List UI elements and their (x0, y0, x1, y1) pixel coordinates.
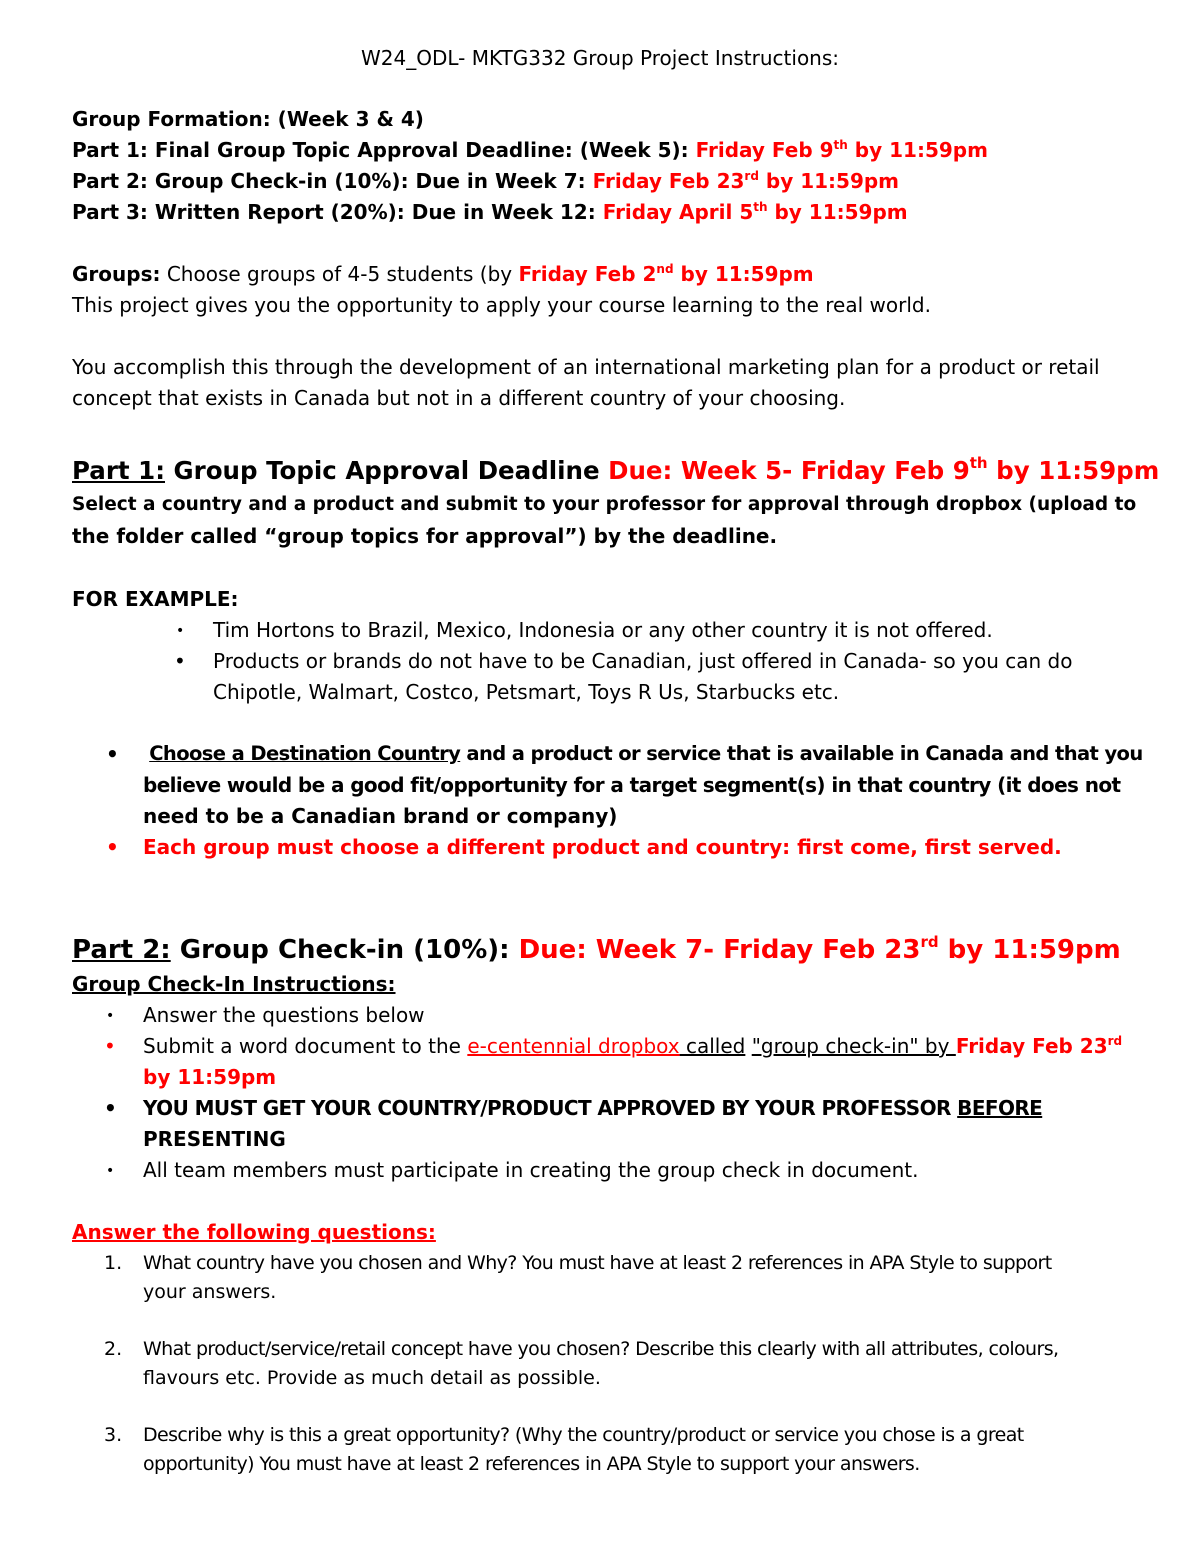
group-formation-line: Group Formation: (Week 3 & 4) (72, 107, 424, 131)
group-check-in-subheading: Group Check-In Instructions: (72, 972, 396, 996)
groups-opportunity-text: This project gives you the opportunity to apply your course learning to the real world. (72, 293, 931, 317)
part2-heading: Part 2: Group Check-in (10%): Due: Week 7- Friday Feb 23rd by 11:59pm (72, 933, 1121, 965)
part1-instructions-line1: Select a country and a product and submit to your professor for approval through dropbox (upload to (72, 494, 1137, 515)
intro-paragraph-line2: concept that exists in Canada but not in a different country of your choosing. (72, 386, 846, 410)
part1-deadline-date: Friday Feb 9th by 11:59pm (695, 138, 988, 162)
bullet-icon: • (104, 1034, 116, 1058)
example-item-2-line1: Products or brands do not have to be Canadian, just offered in Canada- so you can do (213, 649, 1073, 673)
part1-bullet-2: Each group must choose a different product and country: first come, first served. (143, 835, 1062, 859)
bullet-icon: • (106, 1163, 115, 1179)
groups-line: Groups: Choose groups of 4-5 students (by Friday Feb 2nd by 11:59pm (72, 262, 814, 286)
question-2-line1: What product/service/retail concept have you chosen? Describe this clearly with all attributes, colours, (143, 1338, 1059, 1360)
bullet-icon: • (174, 649, 186, 673)
part2-item-3-line1: YOU MUST GET YOUR COUNTRY/PRODUCT APPROVED BY YOUR PROFESSOR BEFORE (143, 1096, 1043, 1120)
part1-instructions-line2: the folder called “group topics for approval”) by the deadline. (72, 524, 778, 548)
part2-item-2-line2: by 11:59pm (143, 1065, 277, 1089)
part2-deadline-date: Friday Feb 23rd by 11:59pm (592, 169, 900, 193)
part2-deadline-line: Part 2: Group Check-in (10%): Due in Week 7: Friday Feb 23rd by 11:59pm (72, 169, 900, 193)
e-centennial-dropbox-link[interactable]: e-centennial dropbox (467, 1034, 680, 1058)
part2-heading-due: Due: Week 7- Friday Feb 23rd by 11:59pm (518, 933, 1121, 965)
part1-bullet-1-line1: Choose a Destination Country and a product or service that is available in Canada and that you (149, 742, 1143, 765)
questions-heading: Answer the following questions: (72, 1220, 436, 1244)
question-2-number: 2. (104, 1338, 123, 1360)
document-title: W24_ODL- MKTG332 Group Project Instructions: (360, 46, 840, 70)
part1-bullet-1-line3: need to be a Canadian brand or company) (143, 804, 618, 828)
bullet-icon: • (106, 835, 119, 859)
destination-country-text: Choose a Destination Country (149, 742, 461, 765)
question-3-line2: opportunity) You must have at least 2 references in APA Style to support your answers. (143, 1453, 920, 1475)
part1-deadline-line: Part 1: Final Group Topic Approval Deadline: (Week 5): Friday Feb 9th by 11:59pm (72, 138, 988, 162)
bullet-icon: • (106, 742, 119, 766)
groups-deadline: Friday Feb 2nd by 11:59pm (518, 262, 814, 286)
bullet-icon: • (106, 1008, 115, 1024)
part2-item-3-line2: PRESENTING (143, 1127, 286, 1151)
example-item-2-line2: Chipotle, Walmart, Costco, Petsmart, Toys R Us, Starbucks etc. (213, 680, 840, 704)
part1-bullet-1-line2: believe would be a good fit/opportunity for a target segment(s) in that country (it does not (143, 773, 1121, 797)
question-1-number: 1. (104, 1252, 123, 1274)
part2-item-1: Answer the questions below (143, 1003, 425, 1027)
part2-item-2-line1: Submit a word document to the e-centennial dropbox called "group check-in" by Friday Feb 23rd (143, 1034, 1123, 1058)
question-1-line2: your answers. (143, 1281, 277, 1303)
part1-heading: Part 1: Group Topic Approval Deadline Due: Week 5- Friday Feb 9th by 11:59pm (72, 454, 1160, 485)
question-3-line1: Describe why is this a great opportunity? (Why the country/product or service you chose is a great (143, 1424, 1024, 1446)
for-example-label: FOR EXAMPLE: (72, 587, 239, 611)
bullet-icon: • (104, 1096, 117, 1120)
part2-item-4: All team members must participate in creating the group check in document. (143, 1158, 919, 1182)
example-item-1: Tim Hortons to Brazil, Mexico, Indonesia or any other country it is not offered. (213, 618, 993, 642)
intro-paragraph-line1: You accomplish this through the development of an international marketing plan for a product or retail (72, 355, 1100, 379)
question-1-line1: What country have you chosen and Why? You must have at least 2 references in APA Style to support (143, 1252, 1052, 1274)
question-2-line2: flavours etc. Provide as much detail as possible. (143, 1367, 601, 1389)
part3-deadline-date: Friday April 5th by 11:59pm (602, 200, 908, 224)
bullet-icon: • (176, 623, 185, 639)
question-3-number: 3. (104, 1424, 123, 1446)
part3-deadline-line: Part 3: Written Report (20%): Due in Week 12: Friday April 5th by 11:59pm (72, 200, 908, 224)
part1-heading-due: Due: Week 5- Friday Feb 9th by 11:59pm (608, 454, 1160, 485)
